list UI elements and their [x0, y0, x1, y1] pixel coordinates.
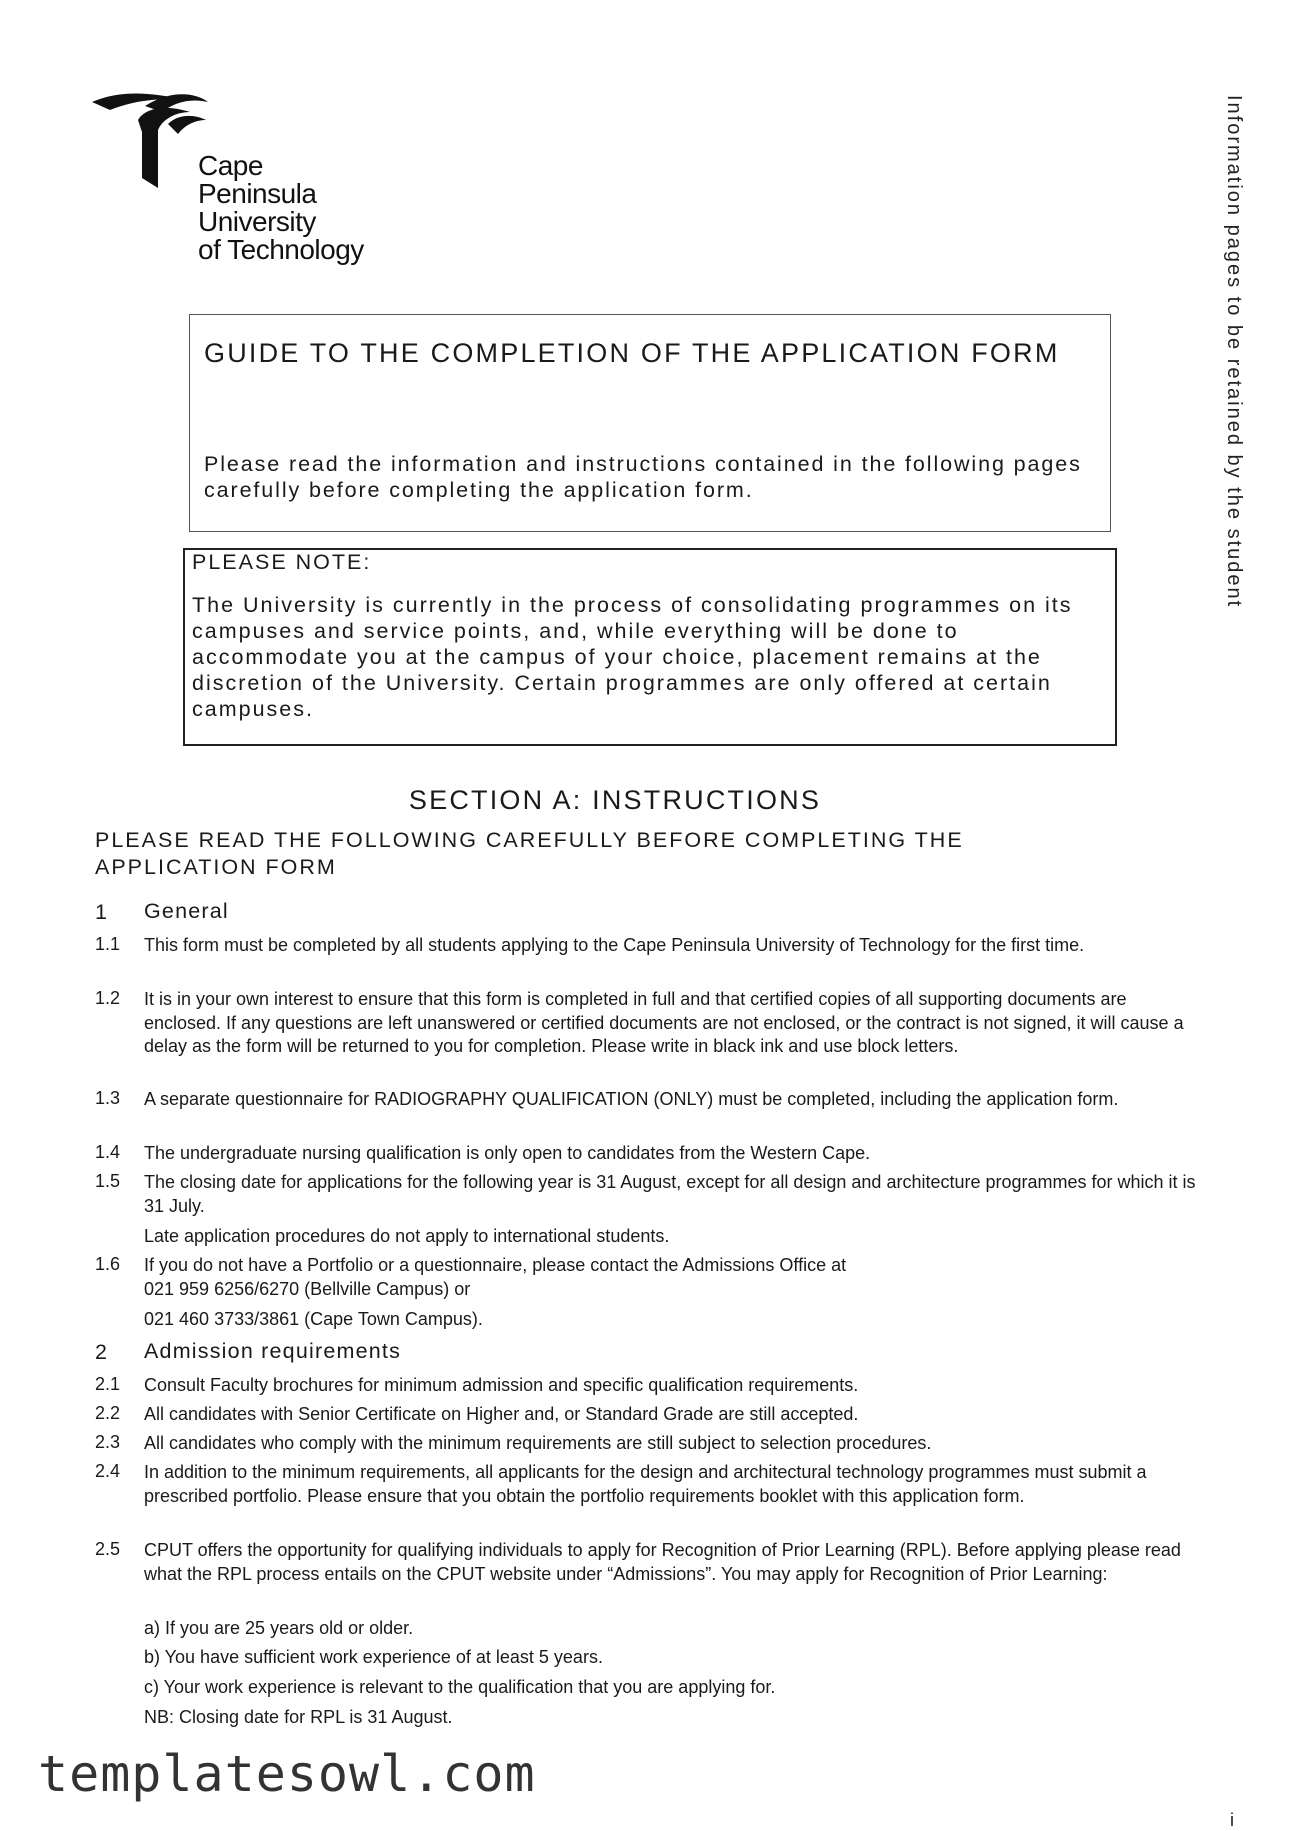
note-heading: PLEASE NOTE: [192, 550, 372, 574]
side-note: Information pages to be retained by the student [1223, 95, 1245, 609]
item-text: b) You have sufficient work experience of at least 5 years. [144, 1647, 603, 1667]
item-number: 1.6 [95, 1254, 121, 1274]
item-text: The closing date for applications for the following year is 31 August, except for all design and architecture programmes for which it is 31 July. [144, 1172, 1196, 1216]
guide-subtitle: Please read the information and instructions contained in the following pages carefully before completing the application form. [204, 452, 1082, 502]
item-text: c) Your work experience is relevant to the qualification that you are applying for. [144, 1677, 776, 1697]
logo-line: Peninsula [198, 178, 317, 209]
item-number: 2.3 [95, 1432, 121, 1452]
logo-line: of Technology [198, 234, 364, 265]
watermark: templatesowl.com [38, 1745, 536, 1803]
item-number: 2.5 [95, 1539, 121, 1559]
item-text: a) If you are 25 years old or older. [144, 1618, 414, 1638]
guide-title: GUIDE TO THE COMPLETION OF THE APPLICATION FORM [204, 338, 1060, 368]
item-text: Late application procedures do not apply to international students. [144, 1226, 670, 1246]
section-subtitle: PLEASE READ THE FOLLOWING CAREFULLY BEFORE COMPLETING THE APPLICATION FORM [95, 828, 964, 879]
item-text: A separate questionnaire for RADIOGRAPHY QUALIFICATION (ONLY) must be completed, including the application form. [144, 1089, 1119, 1109]
guide-box [189, 314, 1111, 532]
item-text: It is in your own interest to ensure that this form is completed in full and that certified copies of all supporting documents are enclosed. If any questions are left unanswered or certified documents are not enclosed, or the contract is not signed, it will cause a delay as the form will be returned to you for completion. Please write in black ink and use block letters. [144, 989, 1184, 1056]
item-text: NB: Closing date for RPL is 31 August. [144, 1707, 453, 1727]
note-box [183, 548, 1117, 746]
item-text: All candidates who comply with the minimum requirements are still subject to selection procedures. [144, 1433, 932, 1453]
item-heading: Admission requirements [144, 1339, 402, 1363]
university-name [198, 152, 364, 264]
item-text: This form must be completed by all students applying to the Cape Peninsula University of Technology for the first time. [144, 935, 1085, 955]
item-text: 021 959 6256/6270 (Bellville Campus) or [144, 1279, 471, 1299]
item-number: 2.4 [95, 1461, 121, 1481]
note-body: The University is currently in the process of consolidating programmes on its campuses and service points, and, while everything will be done to accommodate you at the campus of your choice, placement remains at the discretion of the University. Certain programmes are only offered at certain campuses. [192, 593, 1073, 721]
item-number: 2 [95, 1340, 107, 1364]
university-logo [90, 90, 410, 280]
item-number: 1.1 [95, 934, 121, 954]
item-number: 1.3 [95, 1088, 121, 1108]
item-number: 1.4 [95, 1142, 121, 1162]
item-text: All candidates with Senior Certificate on Higher and, or Standard Grade are still accepted. [144, 1404, 859, 1424]
item-heading: General [144, 899, 229, 923]
page-number: i [1230, 1810, 1234, 1830]
cput-wave-logo-icon [90, 90, 210, 190]
item-text: If you do not have a Portfolio or a questionnaire, please contact the Admissions Office at [144, 1255, 847, 1275]
item-number: 2.2 [95, 1403, 121, 1423]
logo-line: University [198, 206, 316, 237]
item-text: 021 460 3733/3861 (Cape Town Campus). [144, 1309, 483, 1329]
item-number: 1 [95, 900, 107, 924]
logo-line: Cape [198, 150, 263, 181]
item-text: CPUT offers the opportunity for qualifying individuals to apply for Recognition of Prior Learning (RPL). Before applying please read what the RPL process entails on the CPUT website under “Admissions”. You may apply for Recognition of Prior Learning: [144, 1540, 1181, 1584]
item-number: 2.1 [95, 1374, 121, 1394]
item-number: 1.2 [95, 988, 121, 1008]
item-text: Consult Faculty brochures for minimum admission and specific qualification requirements. [144, 1375, 859, 1395]
section-title: SECTION A: INSTRUCTIONS [408, 785, 822, 815]
item-number: 1.5 [95, 1171, 121, 1191]
item-text: The undergraduate nursing qualification is only open to candidates from the Western Cape. [144, 1143, 871, 1163]
item-text: In addition to the minimum requirements, all applicants for the design and architectural technology programmes must submit a prescribed portfolio. Please ensure that you obtain the portfolio requirements booklet with this application form. [144, 1462, 1147, 1506]
